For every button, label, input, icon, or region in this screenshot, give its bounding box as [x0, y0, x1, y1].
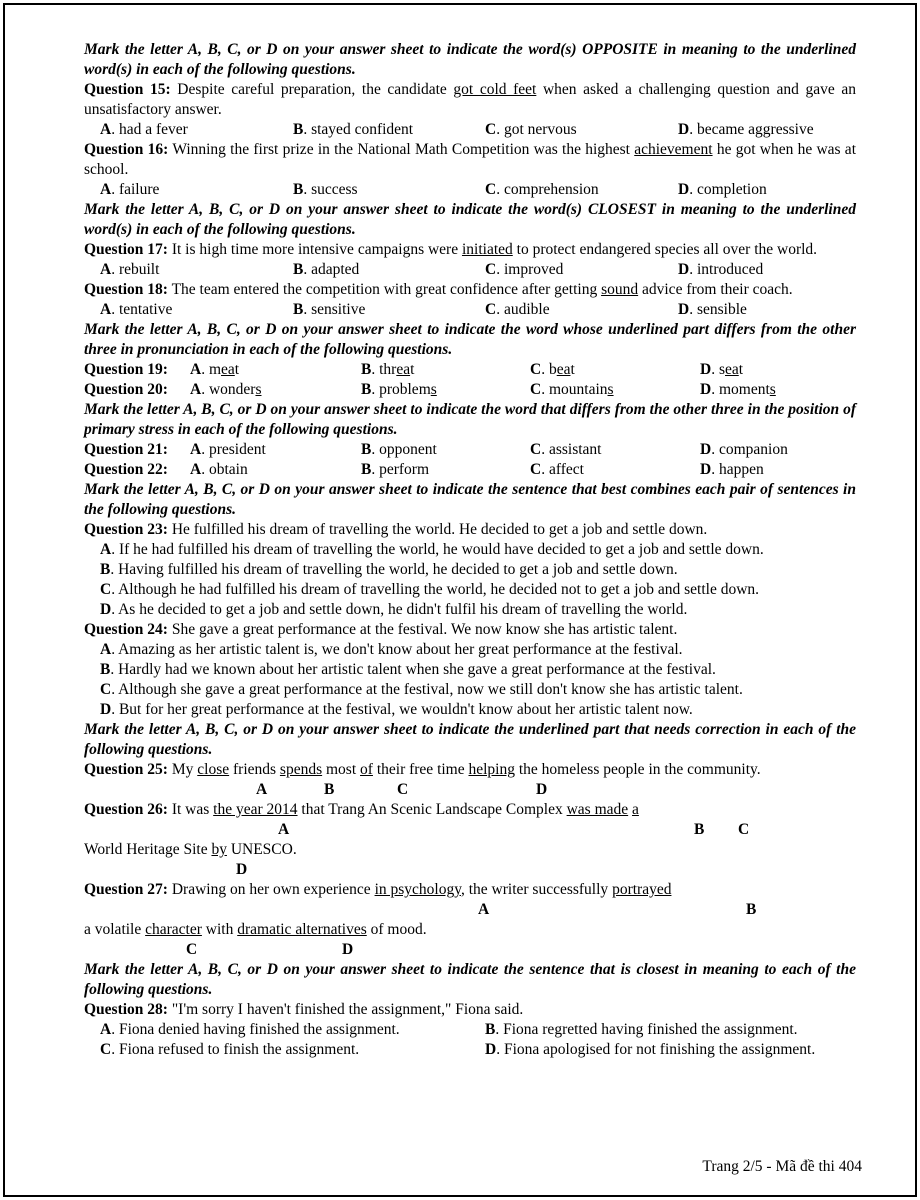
- mark-b: B: [746, 901, 757, 918]
- section-instruction-stress: Mark the letter A, B, C, or D on your answer sheet to indicate the word that differs from the other three in the position of primary stress in each of the following questions.: [84, 401, 856, 438]
- underlined-part-a[interactable]: in psychology: [374, 881, 461, 898]
- option-b[interactable]: B. Hardly had we known about her artistic talent when she gave a great performance at the festival.: [100, 661, 716, 678]
- section-instruction-pronunciation: Mark the letter A, B, C, or D on your answer sheet to indicate the word whose underlined part differs from the other three in pronunciation in each of the following questions.: [84, 321, 856, 358]
- option-d[interactable]: D. Fiona apologised for not finishing the assignment.: [485, 1041, 816, 1058]
- option-b[interactable]: B. adapted: [293, 261, 360, 278]
- option-a[interactable]: A. obtain: [190, 461, 248, 478]
- question-label: Question 19:: [84, 361, 168, 378]
- option-a[interactable]: A. had a fever: [100, 121, 188, 138]
- option-c[interactable]: C. comprehension: [485, 181, 599, 198]
- section-instruction-combine: Mark the letter A, B, C, or D on your answer sheet to indicate the sentence that best combines each pair of sentences in the following questions.: [84, 481, 856, 518]
- mark-b: B: [694, 821, 705, 838]
- question-label: Question 20:: [84, 381, 168, 398]
- underlined-part-d[interactable]: by: [211, 841, 227, 858]
- mark-c: C: [397, 781, 409, 798]
- option-d[interactable]: D. completion: [678, 181, 767, 198]
- option-c[interactable]: C. affect: [530, 461, 584, 478]
- options-q28-row2: [84, 1040, 856, 1060]
- question-22: [84, 460, 856, 480]
- option-d[interactable]: D. sensible: [678, 301, 747, 318]
- mark-d: D: [536, 781, 548, 798]
- options-q15: [84, 120, 856, 140]
- question-text: Despite careful preparation, the candidate: [170, 81, 454, 98]
- question-label: Question 28:: [84, 1001, 168, 1018]
- underlined-part-a[interactable]: the year 2014: [213, 801, 298, 818]
- question-text: She gave a great performance at the festival. We now know she has artistic talent.: [167, 621, 678, 638]
- question-16: [84, 140, 856, 180]
- option-c[interactable]: C. audible: [485, 301, 550, 318]
- mark-c: C: [738, 821, 750, 838]
- question-21: [84, 440, 856, 460]
- mark-a: A: [478, 901, 490, 918]
- option-b[interactable]: B. stayed confident: [293, 121, 414, 138]
- question-label: Question 15:: [84, 81, 171, 98]
- option-b[interactable]: B. Fiona regretted having finished the assignment.: [485, 1021, 798, 1038]
- question-26: Question 26: It was the year 2014 that Trang An Scenic Landscape Complex was made a: [84, 801, 639, 818]
- question-25: Question 25: My close friends spends most of their free time helping the homeless people in the community.: [84, 761, 761, 778]
- options-q18: [84, 300, 856, 320]
- option-c[interactable]: C. got nervous: [485, 121, 577, 138]
- option-a[interactable]: A. Amazing as her artistic talent is, we don't know about her great performance at the festival.: [100, 641, 683, 658]
- option-a[interactable]: A. rebuilt: [100, 261, 160, 278]
- question-18: [84, 280, 856, 300]
- question-label: Question 21:: [84, 441, 168, 458]
- option-a[interactable]: A. president: [190, 441, 266, 458]
- option-a[interactable]: A. failure: [100, 181, 160, 198]
- question-text: to protect endangered species all over the world.: [512, 241, 818, 258]
- option-d[interactable]: D. moments: [700, 381, 776, 398]
- answer-marks-q25: [84, 780, 856, 800]
- answer-marks-q27-cd: [84, 940, 856, 960]
- option-c[interactable]: C. Fiona refused to finish the assignment.: [100, 1041, 360, 1058]
- underlined-part-b[interactable]: spends: [279, 761, 323, 778]
- underlined-part-b[interactable]: portrayed: [612, 881, 672, 898]
- question-label: Question 18:: [84, 281, 168, 298]
- question-text: advice from their coach.: [638, 281, 793, 298]
- option-a[interactable]: A. wonders: [190, 381, 262, 398]
- option-b[interactable]: B. opponent: [361, 441, 437, 458]
- mark-d: D: [342, 941, 354, 958]
- option-d[interactable]: D. As he decided to get a job and settle down, he didn't fulfil his dream of travelling the world.: [100, 601, 688, 618]
- options-q17: [84, 260, 856, 280]
- option-a[interactable]: A. meat: [190, 361, 240, 378]
- option-b[interactable]: B. success: [293, 181, 358, 198]
- underlined-part-d[interactable]: dramatic alternatives: [237, 921, 367, 938]
- question-26-cont: World Heritage Site by UNESCO.: [84, 841, 297, 858]
- answer-marks-q27: [84, 900, 856, 920]
- option-d[interactable]: D. became aggressive: [678, 121, 814, 138]
- question-20: [84, 380, 856, 400]
- options-q16: [84, 180, 856, 200]
- option-b[interactable]: B. Having fulfilled his dream of travelling the world, he decided to get a job and settle down.: [100, 561, 678, 578]
- underlined-word: initiated: [461, 241, 513, 258]
- underlined-word: sound: [601, 281, 639, 298]
- question-27: Question 27: Drawing on her own experience in psychology, the writer successfully portrayed: [84, 881, 672, 898]
- section-instruction-opposite: Mark the letter A, B, C, or D on your answer sheet to indicate the word(s) OPPOSITE in meaning to the underlined word(s) in each of the following questions.: [84, 41, 856, 78]
- question-text: he got when he was at school.: [84, 141, 856, 178]
- question-text: Winning the first prize in the National Math Competition was the highest: [168, 141, 635, 158]
- question-text: "I'm sorry I haven't finished the assignment," Fiona said.: [167, 1001, 524, 1018]
- question-label: Question 25:: [84, 761, 168, 778]
- exam-page: [84, 40, 856, 1060]
- options-q28-row1: [84, 1020, 856, 1040]
- question-15: [84, 80, 856, 120]
- option-c[interactable]: C. mountains: [530, 381, 614, 398]
- question-label: Question 17:: [84, 241, 168, 258]
- question-27-cont: a volatile character with dramatic alternatives of mood.: [84, 921, 427, 938]
- mark-d: D: [236, 861, 248, 878]
- option-c[interactable]: C. Although she gave a great performance at the festival, now we still don't know she has artistic talent.: [100, 681, 743, 698]
- question-label: Question 26:: [84, 801, 168, 818]
- underlined-part-c[interactable]: of: [360, 761, 373, 778]
- section-instruction-closest: Mark the letter A, B, C, or D on your answer sheet to indicate the word(s) CLOSEST in meaning to the underlined word(s) in each of the following questions.: [84, 201, 856, 238]
- underlined-part-c[interactable]: character: [145, 921, 202, 938]
- question-label: Question 23:: [84, 521, 168, 538]
- mark-a: A: [278, 821, 290, 838]
- question-text: The team entered the competition with great confidence after getting: [167, 281, 602, 298]
- option-c[interactable]: C. improved: [485, 261, 564, 278]
- answer-marks-q26: [84, 820, 856, 840]
- option-b[interactable]: B. sensitive: [293, 301, 366, 318]
- underlined-part-c[interactable]: a: [632, 801, 639, 818]
- option-c[interactable]: C. Although he had fulfilled his dream of travelling the world, he decided not to get a job and settle down.: [100, 581, 760, 598]
- section-instruction-correction: Mark the letter A, B, C, or D on your answer sheet to indicate the underlined part that needs correction in each of the following questions.: [84, 721, 856, 758]
- option-b[interactable]: B. problems: [361, 381, 437, 398]
- question-label: Question 24:: [84, 621, 168, 638]
- underlined-word: got cold feet: [453, 81, 537, 98]
- question-label: Question 27:: [84, 881, 168, 898]
- mark-c: C: [186, 941, 198, 958]
- option-b[interactable]: B. perform: [361, 461, 430, 478]
- question-text: It is high time more intensive campaigns were: [167, 241, 462, 258]
- option-a[interactable]: A. If he had fulfilled his dream of travelling the world, he would have decided to get a job and settle down.: [100, 541, 764, 558]
- mark-b: B: [324, 781, 335, 798]
- question-23: [84, 520, 856, 540]
- underlined-part-b[interactable]: was made: [566, 801, 629, 818]
- underlined-part-a[interactable]: close: [197, 761, 230, 778]
- question-19: [84, 360, 856, 380]
- option-b[interactable]: B. threat: [361, 361, 415, 378]
- option-d[interactable]: D. seat: [700, 361, 744, 378]
- question-text: when asked a challenging question and gave an unsatisfactory answer.: [84, 81, 856, 118]
- question-text: He fulfilled his dream of travelling the world. He decided to get a job and settle down.: [167, 521, 708, 538]
- option-a[interactable]: A. tentative: [100, 301, 173, 318]
- question-label: Question 16:: [84, 141, 169, 158]
- underlined-word: achievement: [634, 141, 713, 158]
- option-c[interactable]: C. beat: [530, 361, 575, 378]
- option-c[interactable]: C. assistant: [530, 441, 602, 458]
- option-a[interactable]: A. Fiona denied having finished the assignment.: [100, 1021, 400, 1038]
- option-d[interactable]: D. companion: [700, 441, 788, 458]
- option-d[interactable]: D. But for her great performance at the festival, we wouldn't know about her artistic talent now.: [100, 701, 693, 718]
- option-d[interactable]: D. introduced: [678, 261, 764, 278]
- section-instruction-meaning: Mark the letter A, B, C, or D on your answer sheet to indicate the sentence that is closest in meaning to each of the following questions.: [84, 961, 856, 998]
- option-d[interactable]: D. happen: [700, 461, 764, 478]
- question-label: Question 22:: [84, 461, 168, 478]
- underlined-part-d[interactable]: helping: [468, 761, 515, 778]
- question-17: [84, 240, 856, 260]
- question-24: [84, 620, 856, 640]
- mark-a: A: [256, 781, 268, 798]
- page-footer: Trang 2/5 - Mã đề thi 404: [702, 1158, 862, 1175]
- answer-marks-q26-d: [84, 860, 856, 880]
- question-28: [84, 1000, 856, 1020]
